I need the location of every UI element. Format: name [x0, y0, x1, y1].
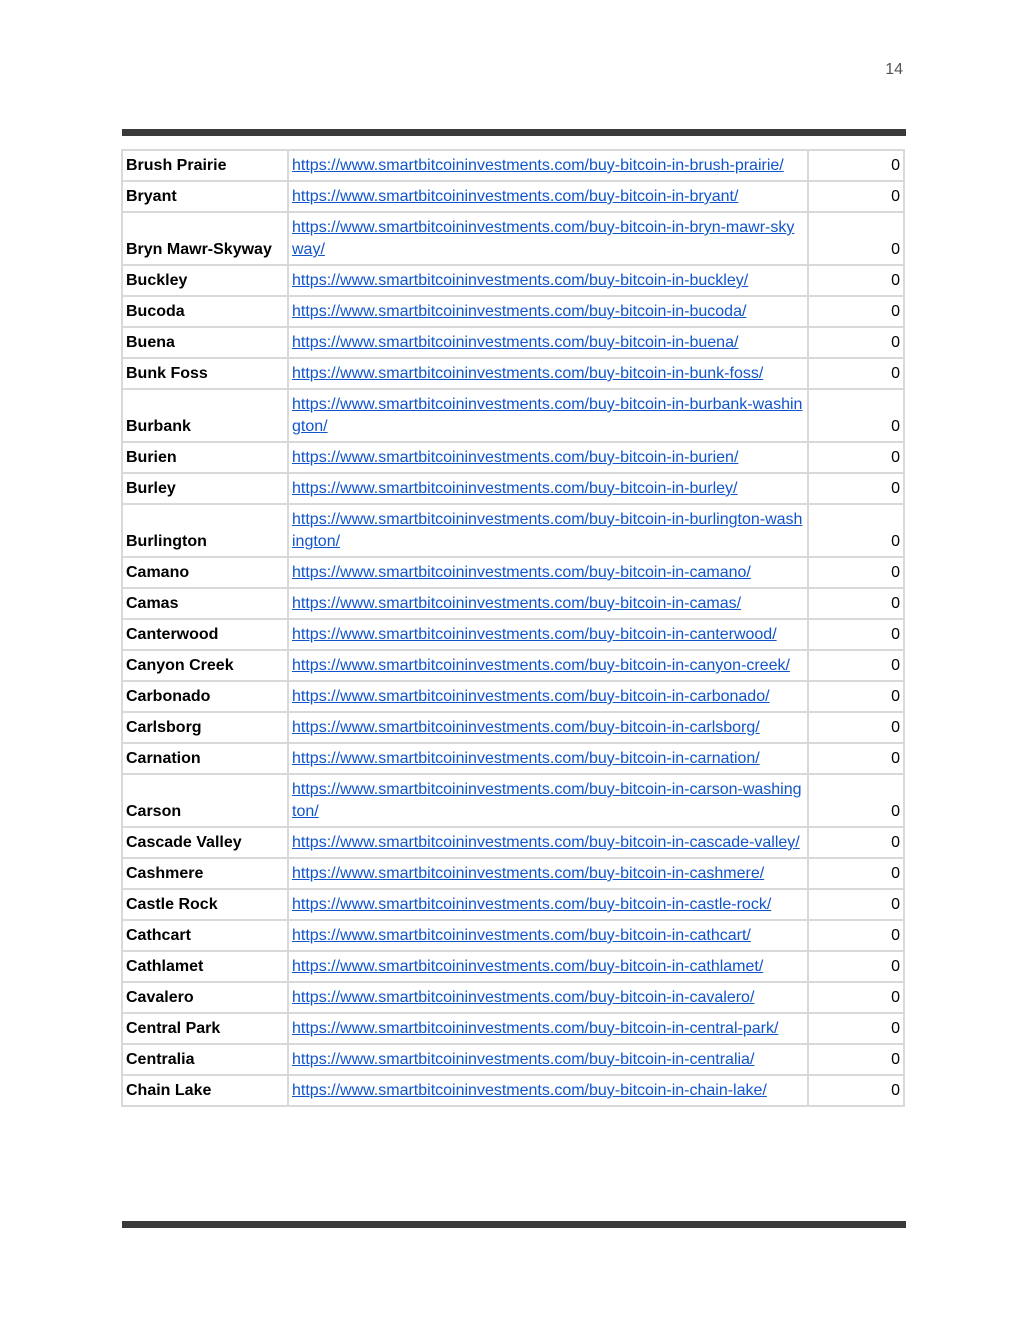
location-name: Buena: [122, 327, 288, 358]
table-row: [122, 858, 904, 889]
location-count: 0: [808, 681, 904, 712]
location-count: 0: [808, 473, 904, 504]
location-count: 0: [808, 982, 904, 1013]
location-name: Chain Lake: [122, 1075, 288, 1106]
location-count: 0: [808, 1044, 904, 1075]
location-link[interactable]: https://www.smartbitcoininvestments.com/buy-bitcoin-in-cathcart/: [292, 927, 751, 944]
table-row: [122, 920, 904, 951]
location-url-cell: [288, 296, 808, 327]
location-name: Canyon Creek: [122, 650, 288, 681]
location-url-cell: [288, 1044, 808, 1075]
location-link[interactable]: https://www.smartbitcoininvestments.com/buy-bitcoin-in-carlsborg/: [292, 719, 760, 736]
location-count: 0: [808, 619, 904, 650]
location-url-cell: [288, 212, 808, 265]
location-count: 0: [808, 827, 904, 858]
table-body: [122, 150, 904, 1106]
table-row: [122, 982, 904, 1013]
table-row: [122, 358, 904, 389]
location-link[interactable]: https://www.smartbitcoininvestments.com/buy-bitcoin-in-canyon-creek/: [292, 657, 790, 674]
location-name: Bunk Foss: [122, 358, 288, 389]
location-name: Camano: [122, 557, 288, 588]
location-link[interactable]: https://www.smartbitcoininvestments.com/buy-bitcoin-in-camano/: [292, 564, 751, 581]
location-count: 0: [808, 1075, 904, 1106]
location-url-cell: [288, 774, 808, 827]
location-name: Burbank: [122, 389, 288, 442]
location-count: 0: [808, 920, 904, 951]
location-url-cell: [288, 181, 808, 212]
location-name: Carnation: [122, 743, 288, 774]
location-url-cell: [288, 920, 808, 951]
footer-rule: [122, 1221, 906, 1228]
location-link[interactable]: https://www.smartbitcoininvestments.com/buy-bitcoin-in-bryant/: [292, 188, 739, 205]
table-row: [122, 296, 904, 327]
location-name: Bucoda: [122, 296, 288, 327]
location-url-cell: [288, 681, 808, 712]
location-name: Castle Rock: [122, 889, 288, 920]
location-count: 0: [808, 150, 904, 181]
location-url-cell: [288, 743, 808, 774]
location-url-cell: [288, 650, 808, 681]
location-count: 0: [808, 212, 904, 265]
table-row: [122, 889, 904, 920]
location-name: Buckley: [122, 265, 288, 296]
location-link[interactable]: https://www.smartbitcoininvestments.com/buy-bitcoin-in-buena/: [292, 334, 739, 351]
location-name: Carlsborg: [122, 712, 288, 743]
location-name: Bryn Mawr-Skyway: [122, 212, 288, 265]
location-count: 0: [808, 588, 904, 619]
location-count: 0: [808, 1013, 904, 1044]
table-row: [122, 951, 904, 982]
location-name: Central Park: [122, 1013, 288, 1044]
location-url-cell: [288, 951, 808, 982]
locations-table: [121, 149, 905, 1107]
location-link[interactable]: https://www.smartbitcoininvestments.com/buy-bitcoin-in-burlington-washington/: [292, 511, 803, 550]
location-count: 0: [808, 442, 904, 473]
location-link[interactable]: https://www.smartbitcoininvestments.com/buy-bitcoin-in-cavalero/: [292, 989, 755, 1006]
location-url-cell: [288, 1013, 808, 1044]
location-link[interactable]: https://www.smartbitcoininvestments.com/buy-bitcoin-in-cathlamet/: [292, 958, 764, 975]
location-link[interactable]: https://www.smartbitcoininvestments.com/buy-bitcoin-in-centralia/: [292, 1051, 755, 1068]
location-link[interactable]: https://www.smartbitcoininvestments.com/buy-bitcoin-in-bunk-foss/: [292, 365, 764, 382]
location-link[interactable]: https://www.smartbitcoininvestments.com/buy-bitcoin-in-bucoda/: [292, 303, 747, 320]
location-name: Carson: [122, 774, 288, 827]
location-link[interactable]: https://www.smartbitcoininvestments.com/buy-bitcoin-in-cashmere/: [292, 865, 765, 882]
location-url-cell: [288, 358, 808, 389]
location-count: 0: [808, 650, 904, 681]
location-url-cell: [288, 858, 808, 889]
location-link[interactable]: https://www.smartbitcoininvestments.com/buy-bitcoin-in-carson-washington/: [292, 781, 802, 820]
location-link[interactable]: https://www.smartbitcoininvestments.com/buy-bitcoin-in-carnation/: [292, 750, 760, 767]
table-row: [122, 389, 904, 442]
location-url-cell: [288, 389, 808, 442]
location-name: Carbonado: [122, 681, 288, 712]
location-link[interactable]: https://www.smartbitcoininvestments.com/buy-bitcoin-in-camas/: [292, 595, 742, 612]
table-row: [122, 442, 904, 473]
location-name: Burlington: [122, 504, 288, 557]
table-row: [122, 327, 904, 358]
location-url-cell: [288, 827, 808, 858]
table-row: [122, 150, 904, 181]
table-row: [122, 743, 904, 774]
location-url-cell: [288, 504, 808, 557]
location-count: 0: [808, 296, 904, 327]
location-count: 0: [808, 358, 904, 389]
table-row: [122, 827, 904, 858]
location-link[interactable]: https://www.smartbitcoininvestments.com/buy-bitcoin-in-burien/: [292, 449, 739, 466]
location-name: Camas: [122, 588, 288, 619]
location-link[interactable]: https://www.smartbitcoininvestments.com/buy-bitcoin-in-chain-lake/: [292, 1082, 767, 1099]
location-count: 0: [808, 557, 904, 588]
location-link[interactable]: https://www.smartbitcoininvestments.com/buy-bitcoin-in-castle-rock/: [292, 896, 772, 913]
location-url-cell: [288, 588, 808, 619]
location-count: 0: [808, 743, 904, 774]
table-row: [122, 681, 904, 712]
location-url-cell: [288, 557, 808, 588]
location-count: 0: [808, 181, 904, 212]
table-row: [122, 1044, 904, 1075]
table-row: [122, 1075, 904, 1106]
location-url-cell: [288, 473, 808, 504]
location-count: 0: [808, 504, 904, 557]
location-name: Centralia: [122, 1044, 288, 1075]
location-name: Brush Prairie: [122, 150, 288, 181]
location-name: Cathlamet: [122, 951, 288, 982]
location-count: 0: [808, 265, 904, 296]
location-name: Bryant: [122, 181, 288, 212]
table-row: [122, 650, 904, 681]
location-url-cell: [288, 442, 808, 473]
table-row: [122, 473, 904, 504]
location-name: Canterwood: [122, 619, 288, 650]
location-url-cell: [288, 712, 808, 743]
location-link[interactable]: https://www.smartbitcoininvestments.com/buy-bitcoin-in-central-park/: [292, 1020, 779, 1037]
location-link[interactable]: https://www.smartbitcoininvestments.com/buy-bitcoin-in-carbonado/: [292, 688, 770, 705]
location-count: 0: [808, 858, 904, 889]
table-row: [122, 265, 904, 296]
location-url-cell: [288, 327, 808, 358]
location-url-cell: [288, 982, 808, 1013]
location-link[interactable]: https://www.smartbitcoininvestments.com/buy-bitcoin-in-burbank-washington/: [292, 396, 803, 435]
location-link[interactable]: https://www.smartbitcoininvestments.com/buy-bitcoin-in-burley/: [292, 480, 738, 497]
location-count: 0: [808, 889, 904, 920]
location-url-cell: [288, 619, 808, 650]
location-url-cell: [288, 150, 808, 181]
table-row: [122, 588, 904, 619]
location-name: Burien: [122, 442, 288, 473]
location-url-cell: [288, 265, 808, 296]
location-link[interactable]: https://www.smartbitcoininvestments.com/buy-bitcoin-in-canterwood/: [292, 626, 777, 643]
table-row: [122, 557, 904, 588]
location-count: 0: [808, 389, 904, 442]
location-link[interactable]: https://www.smartbitcoininvestments.com/buy-bitcoin-in-cascade-valley/: [292, 834, 800, 851]
location-name: Cascade Valley: [122, 827, 288, 858]
location-count: 0: [808, 774, 904, 827]
location-name: Cavalero: [122, 982, 288, 1013]
location-link[interactable]: https://www.smartbitcoininvestments.com/buy-bitcoin-in-buckley/: [292, 272, 749, 289]
location-url-cell: [288, 1075, 808, 1106]
location-count: 0: [808, 712, 904, 743]
location-count: 0: [808, 327, 904, 358]
location-count: 0: [808, 951, 904, 982]
location-name: Cashmere: [122, 858, 288, 889]
location-link[interactable]: https://www.smartbitcoininvestments.com/buy-bitcoin-in-bryn-mawr-skyway/: [292, 219, 795, 258]
location-name: Burley: [122, 473, 288, 504]
table-row: [122, 712, 904, 743]
table-row: [122, 774, 904, 827]
table-row: [122, 619, 904, 650]
location-url-cell: [288, 889, 808, 920]
location-name: Cathcart: [122, 920, 288, 951]
header-rule: [122, 129, 906, 136]
page-number: 14: [885, 61, 903, 78]
location-link[interactable]: https://www.smartbitcoininvestments.com/buy-bitcoin-in-brush-prairie/: [292, 157, 784, 174]
table-row: [122, 212, 904, 265]
table-row: [122, 181, 904, 212]
table-row: [122, 1013, 904, 1044]
table-row: [122, 504, 904, 557]
